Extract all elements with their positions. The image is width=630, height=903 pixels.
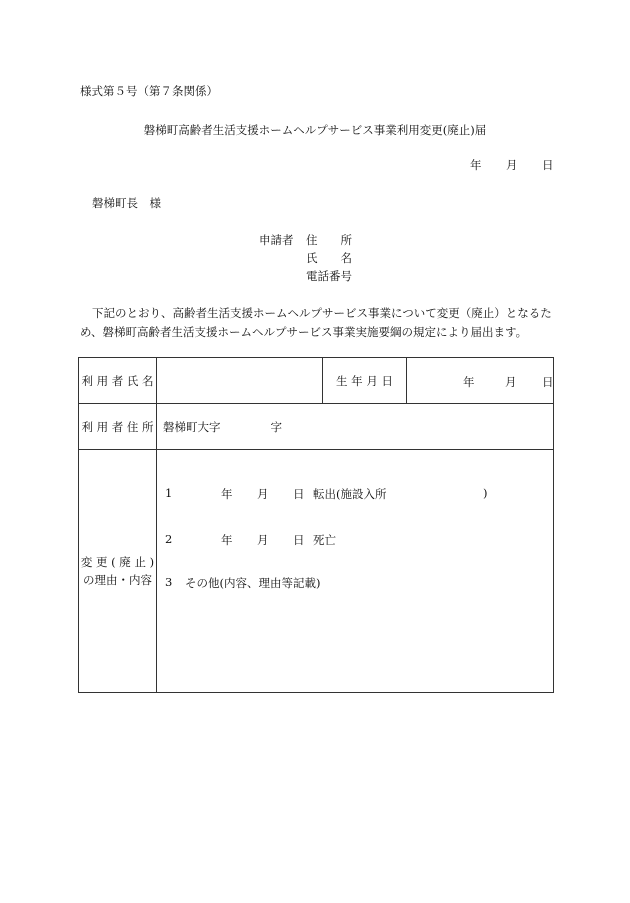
address-aza: 字 <box>270 419 282 434</box>
reason-row <box>79 450 554 693</box>
addressee: 磐梯町長 様 <box>92 196 161 210</box>
user-name-field[interactable] <box>157 358 323 404</box>
applicant-phone-label: 電話番号 <box>306 269 352 283</box>
user-name-row <box>79 358 554 404</box>
form-title: 磐梯町高齢者生活支援ホームヘルプサービス事業利用変更(廃止)届 <box>143 123 487 137</box>
birth-date-label: 生 年 月 日 <box>323 358 407 404</box>
date-month-label: 月 <box>506 158 518 172</box>
reason-label: 変 更 ( 廃 止 ) の理由・内容 <box>79 450 157 693</box>
reason-option-3[interactable]: 3 その他(内容、理由等記載) <box>165 575 321 590</box>
birth-day-label: 日 <box>542 375 554 389</box>
address-prefix: 磐梯町大字 <box>163 419 221 434</box>
birth-date-field[interactable] <box>407 358 554 404</box>
birth-month-label: 月 <box>505 375 517 389</box>
date-day-label: 日 <box>542 158 554 172</box>
reason-field[interactable] <box>157 450 554 693</box>
notification-table <box>78 357 554 693</box>
reason-option-2[interactable]: 2 年 月 日 死亡 <box>165 532 336 547</box>
notice-body-text: 下記のとおり、高齢者生活支援ホームヘルプサービス事業について変更（廃止）となるため、磐梯町高齢者生活支援ホームヘルプサービス事業実施要綱の規定により届出ます。 <box>80 306 552 339</box>
applicant-label: 申請者 <box>259 233 294 247</box>
date-year-label: 年 <box>470 158 482 172</box>
form-number: 様式第５号（第７条関係） <box>80 84 218 98</box>
user-name-label: 利 用 者 氏 名 <box>79 358 157 404</box>
user-address-row <box>79 404 554 450</box>
applicant-name-label: 氏 名 <box>306 251 352 265</box>
reason-option-1[interactable]: 1 年 月 日 転出(施設入所 ) <box>165 486 488 501</box>
user-address-field[interactable] <box>157 404 554 450</box>
applicant-address-label: 住 所 <box>306 233 352 247</box>
birth-year-label: 年 <box>463 375 475 389</box>
user-address-label: 利 用 者 住 所 <box>79 404 157 450</box>
